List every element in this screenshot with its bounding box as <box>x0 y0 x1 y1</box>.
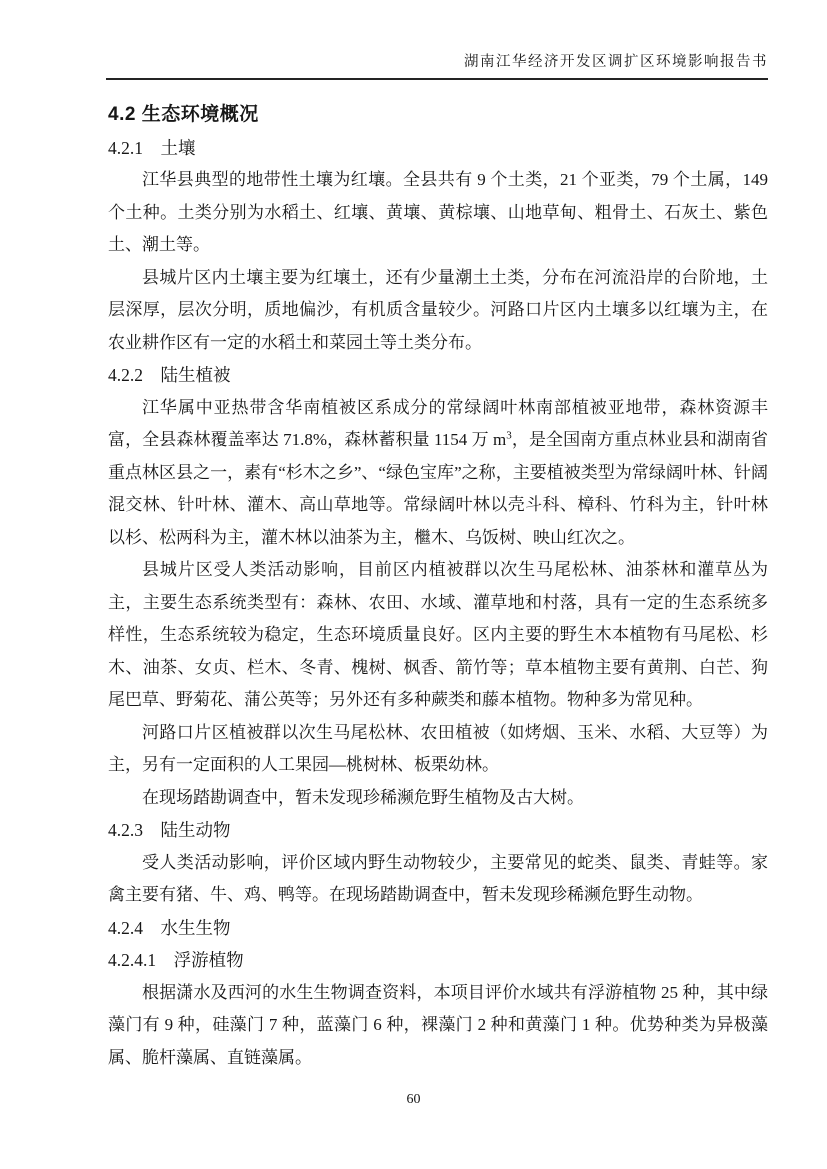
paragraph-phytoplankton: 根据潇水及西河的水生生物调查资料，本项目评价水域共有浮游植物 25 种，其中绿藻门有 9 种，硅藻门 7 种，蓝藻门 6 种，裸藻门 2 种和黄藻门 1 种。优势种类为异极藻属、脆杆藻属、直链藻属。 <box>108 982 768 1067</box>
paragraph-survey-plants: 在现场踏勘调查中，暂未发现珍稀濒危野生植物及古大树。 <box>142 787 584 807</box>
page-number: 60 <box>406 1092 421 1107</box>
heading-4-2-3: 4.2.3 陆生动物 <box>108 820 231 840</box>
document-body <box>108 99 768 1074</box>
paragraph-terrestrial-animals: 受人类活动影响，评价区域内野生动物较少，主要常见的蛇类、鼠类、青蛙等。家禽主要有猪、牛、鸡、鸭等。在现场踏勘调查中，暂未发现珍稀濒危野生动物。 <box>108 852 768 904</box>
paragraph-soil-distribution: 县城片区内土壤主要为红壤土，还有少量潮土土类，分布在河流沿岸的台阶地，土层深厚，层次分明，质地偏沙，有机质含量较少。河路口片区内土壤多以红壤为主，在农业耕作区有一定的水稻土和菜园土等土类分布。 <box>108 267 768 352</box>
paragraph-helukou-vegetation: 河路口片区植被群以次生马尾松林、农田植被（如烤烟、玉米、水稻、大豆等）为主，另有一定面积的人工果园—桃树林、板栗幼林。 <box>108 722 768 774</box>
page-footer <box>0 1091 827 1109</box>
vegetation-text-after-superscript: ，是全国南方重点林业县和湖南省重点林区县之一，素有“杉木之乡”、“绿色宝库”之称，主要植被类型为常绿阔叶林、针阔混交林、针叶林、灌木、高山草地等。常绿阔叶林以壳斗科、樟科、竹科为主，针叶林以杉、松两科为主，灌木林以油茶为主，檵木、乌饭树、映山红次之。 <box>108 430 768 547</box>
page-header <box>106 52 768 80</box>
heading-4-2-1: 4.2.1 土壤 <box>108 137 196 158</box>
heading-4-2-2: 4.2.2 陆生植被 <box>108 365 231 385</box>
paragraph-vegetation-overview <box>108 392 768 555</box>
heading-4-2-4-1: 4.2.4.1 浮游植物 <box>108 950 244 970</box>
report-title: 湖南江华经济开发区调扩区环境影响报告书 <box>464 54 768 70</box>
heading-4-2: 4.2 生态环境概况 <box>108 104 259 125</box>
paragraph-county-vegetation: 县城片区受人类活动影响，目前区内植被群以次生马尾松林、油茶林和灌草丛为主，主要生态系统类型有：森林、农田、水域、灌草地和村落，具有一定的生态系统多样性，生态系统较为稳定，生态环境质量良好。区内主要的野生木本植物有马尾松、杉木、油茶、女贞、栏木、冬青、槐树、枫香、箭竹等；草本植物主要有黄荆、白芒、狗尾巴草、野菊花、蒲公英等；另外还有多种蕨类和藤本植物。物种多为常见种。 <box>108 560 768 709</box>
vegetation-text-before-superscript: 江华属中亚热带含华南植被区系成分的常绿阔叶林南部植被亚地带，森林资源丰富，全县森林覆盖率达 71.8%，森林蓄积量 1154 万 m <box>108 397 768 449</box>
paragraph-soil-overview: 江华县典型的地带性土壤为红壤。全县共有 9 个土类，21 个亚类，79 个土属，149 个土种。土类分别为水稻土、红壤、黄壤、黄棕壤、山地草甸、粗骨土、石灰土、紫色土、潮土等。 <box>108 170 768 254</box>
superscript-cubic-meter: 3 <box>506 429 512 442</box>
heading-4-2-4: 4.2.4 水生生物 <box>108 917 231 938</box>
